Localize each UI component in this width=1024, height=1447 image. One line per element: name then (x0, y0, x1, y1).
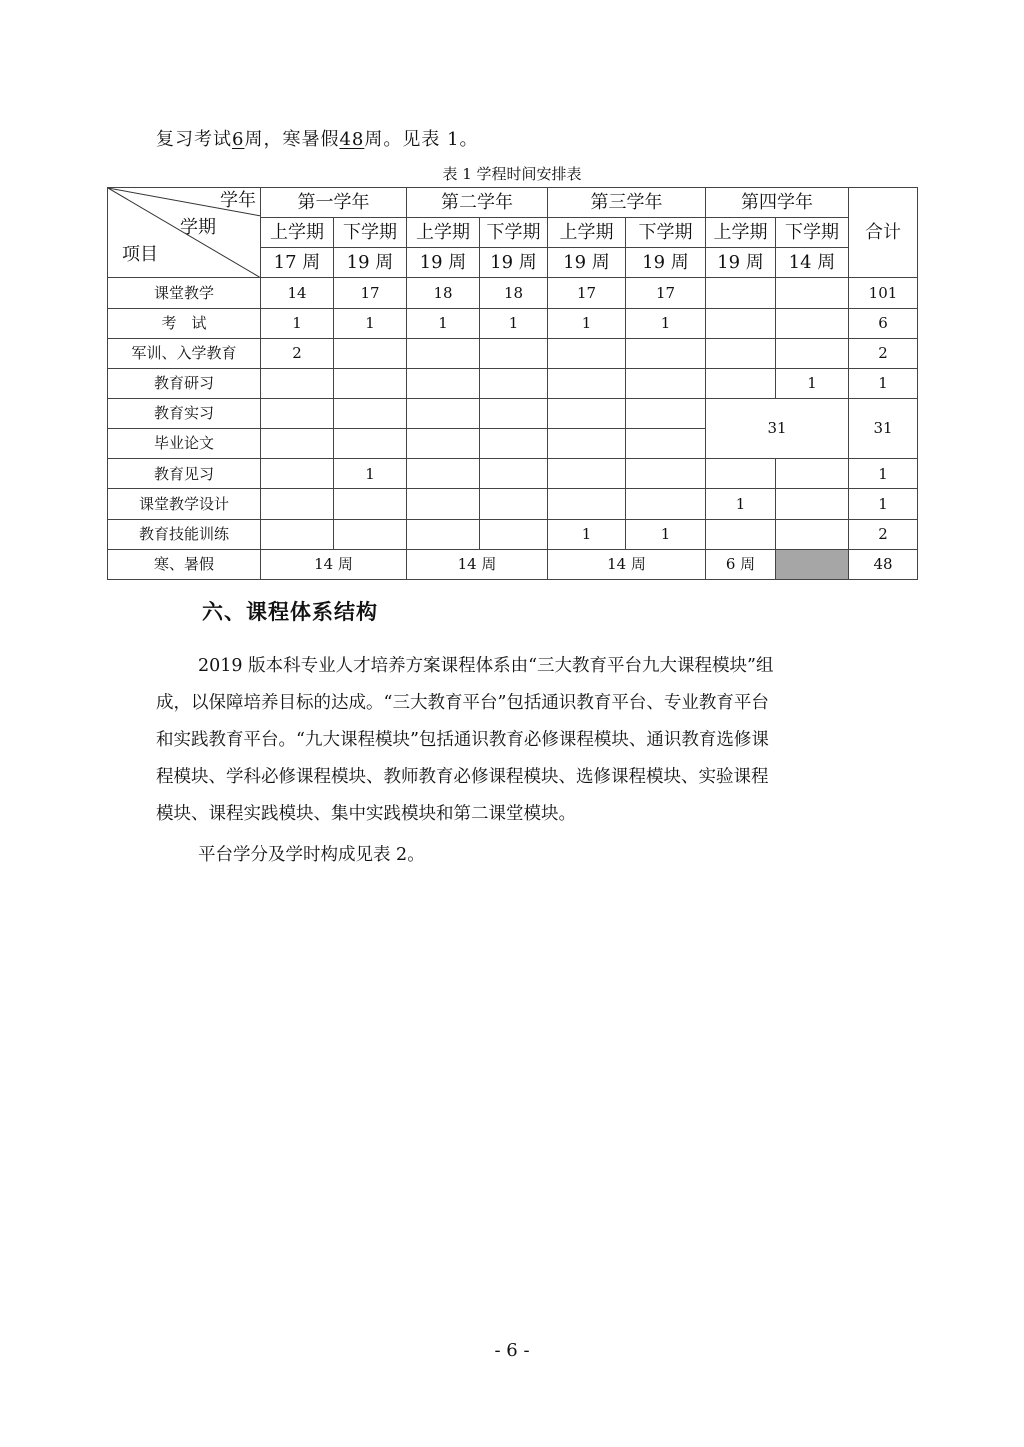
table-cell (626, 398, 706, 428)
table-cell (334, 338, 407, 368)
row-label: 课堂教学 (108, 278, 261, 308)
exam-weeks: 6 (232, 129, 245, 150)
table-cell: 1 (334, 308, 407, 338)
row-total: 6 (849, 308, 918, 338)
term-header: 上学期 (548, 218, 626, 248)
vacation-row (108, 549, 918, 579)
year-header-1: 第一学年 (261, 188, 407, 218)
term-header: 下学期 (626, 218, 706, 248)
table-cell: 2 (261, 338, 334, 368)
term-header: 下学期 (334, 218, 407, 248)
year-header-3: 第三学年 (548, 188, 706, 218)
table-cell (407, 398, 480, 428)
corner-header-cell (108, 188, 261, 278)
table-row (108, 308, 918, 338)
table-cell: 1 (626, 308, 706, 338)
term-header: 上学期 (407, 218, 480, 248)
table-cell (706, 338, 776, 368)
table-cell (626, 429, 706, 459)
schedule-table (107, 187, 918, 580)
term-weeks: 19 周 (706, 248, 776, 278)
table-cell (407, 519, 480, 549)
table-cell: 1 (706, 489, 776, 519)
table-cell (334, 489, 407, 519)
table-cell (626, 459, 706, 489)
term-weeks: 19 周 (334, 248, 407, 278)
table-row (108, 489, 918, 519)
row-label: 考 试 (108, 308, 261, 338)
table-cell (626, 338, 706, 368)
table-cell (261, 398, 334, 428)
term-weeks: 19 周 (626, 248, 706, 278)
table-cell (776, 459, 849, 489)
table-cell (480, 459, 548, 489)
table-cell (261, 459, 334, 489)
paragraph-line: 2019 版本科专业人才培养方案课程体系由“三大教育平台九大课程模块”组 (198, 656, 774, 676)
table-cell: 1 (548, 519, 626, 549)
table-cell (776, 489, 849, 519)
corner-item-label: 项目 (122, 244, 158, 265)
table-cell (334, 519, 407, 549)
table-cell (776, 519, 849, 549)
vacation-year-2: 14 周 (407, 549, 548, 579)
table-cell (706, 519, 776, 549)
table-cell (776, 278, 849, 308)
table-cell (548, 338, 626, 368)
table-cell (480, 368, 548, 398)
table-cell (261, 429, 334, 459)
intro-text-2: 周，寒暑假 (244, 129, 340, 150)
practice-merged-total: 31 (849, 398, 918, 458)
row-label: 军训、入学教育 (108, 338, 261, 368)
table-cell: 17 (626, 278, 706, 308)
intro-text-3: 周。见表 1。 (364, 129, 479, 150)
row-total: 1 (849, 368, 918, 398)
row-label: 寒、暑假 (108, 549, 261, 579)
year-header-4: 第四学年 (706, 188, 849, 218)
table-row (108, 368, 918, 398)
table-row (108, 398, 918, 428)
row-label: 教育技能训练 (108, 519, 261, 549)
paragraph-line: 平台学分及学时构成见表 2。 (198, 845, 425, 865)
shaded-cell (776, 549, 849, 579)
row-label: 毕业论文 (108, 429, 261, 459)
table-cell (626, 489, 706, 519)
term-header: 上学期 (706, 218, 776, 248)
intro-line (156, 125, 479, 151)
table-row (108, 338, 918, 368)
table-cell (626, 368, 706, 398)
term-weeks: 19 周 (407, 248, 480, 278)
table-cell (334, 398, 407, 428)
table-cell: 14 (261, 278, 334, 308)
table-cell (407, 368, 480, 398)
table-cell (480, 429, 548, 459)
table-cell (480, 489, 548, 519)
term-weeks: 14 周 (776, 248, 849, 278)
table-cell (407, 429, 480, 459)
table-cell (548, 459, 626, 489)
term-weeks: 17 周 (261, 248, 334, 278)
table-cell: 1 (626, 519, 706, 549)
corner-term-label: 学期 (180, 217, 216, 238)
practice-merged-cell: 31 (706, 398, 849, 458)
page-number: - 6 - (494, 1340, 530, 1361)
table-cell: 1 (334, 459, 407, 489)
table-cell (407, 459, 480, 489)
table-cell (706, 278, 776, 308)
vacation-weeks: 48 (339, 129, 365, 150)
term-header: 下学期 (480, 218, 548, 248)
paragraph-line: 和实践教育平台。“九大课程模块”包括通识教育必修课程模块、通识教育选修课 (156, 730, 769, 750)
term-header: 上学期 (261, 218, 334, 248)
table-row (108, 519, 918, 549)
table-cell (334, 368, 407, 398)
table-cell: 17 (548, 278, 626, 308)
row-label: 教育见习 (108, 459, 261, 489)
row-label: 教育研习 (108, 368, 261, 398)
table-cell (480, 398, 548, 428)
table-caption: 表 1 学程时间安排表 (442, 165, 582, 183)
table-row (108, 459, 918, 489)
total-header: 合计 (849, 188, 918, 278)
row-total: 1 (849, 489, 918, 519)
row-total: 2 (849, 519, 918, 549)
table-cell (706, 308, 776, 338)
table-cell: 1 (480, 308, 548, 338)
paragraph-line: 成，以保障培养目标的达成。“三大教育平台”包括通识教育平台、专业教育平台 (156, 693, 769, 713)
row-total: 101 (849, 278, 918, 308)
table-cell (776, 308, 849, 338)
term-weeks: 19 周 (480, 248, 548, 278)
row-total: 48 (849, 549, 918, 579)
table-cell (407, 489, 480, 519)
table-cell (334, 429, 407, 459)
table-cell (548, 429, 626, 459)
body-paragraph (156, 648, 886, 874)
table-cell (548, 398, 626, 428)
table-row (108, 278, 918, 308)
table-cell (480, 338, 548, 368)
vacation-year-1: 14 周 (261, 549, 407, 579)
table-cell (407, 338, 480, 368)
row-total: 1 (849, 459, 918, 489)
corner-year-label: 学年 (220, 190, 256, 211)
paragraph-line: 模块、课程实践模块、集中实践模块和第二课堂模块。 (156, 804, 576, 824)
table-cell: 1 (407, 308, 480, 338)
vacation-year-4: 6 周 (706, 549, 776, 579)
intro-text-1: 复习考试 (156, 129, 232, 150)
table-cell (776, 338, 849, 368)
table-cell (480, 519, 548, 549)
table-cell: 18 (480, 278, 548, 308)
table-cell (261, 519, 334, 549)
table-cell: 1 (261, 308, 334, 338)
table-cell: 18 (407, 278, 480, 308)
term-weeks: 19 周 (548, 248, 626, 278)
row-label: 课堂教学设计 (108, 489, 261, 519)
row-total: 2 (849, 338, 918, 368)
vacation-year-3: 14 周 (548, 549, 706, 579)
table-cell (706, 368, 776, 398)
section-heading: 六、课程体系结构 (202, 600, 378, 624)
table-cell: 17 (334, 278, 407, 308)
paragraph-line: 程模块、学科必修课程模块、教师教育必修课程模块、选修课程模块、实验课程 (156, 767, 769, 787)
year-header-2: 第二学年 (407, 188, 548, 218)
table-cell (548, 489, 626, 519)
table-cell: 1 (548, 308, 626, 338)
table-cell (706, 459, 776, 489)
term-header: 下学期 (776, 218, 849, 248)
table-cell (261, 489, 334, 519)
row-label: 教育实习 (108, 398, 261, 428)
table-cell (548, 368, 626, 398)
table-cell: 1 (776, 368, 849, 398)
table-cell (261, 368, 334, 398)
